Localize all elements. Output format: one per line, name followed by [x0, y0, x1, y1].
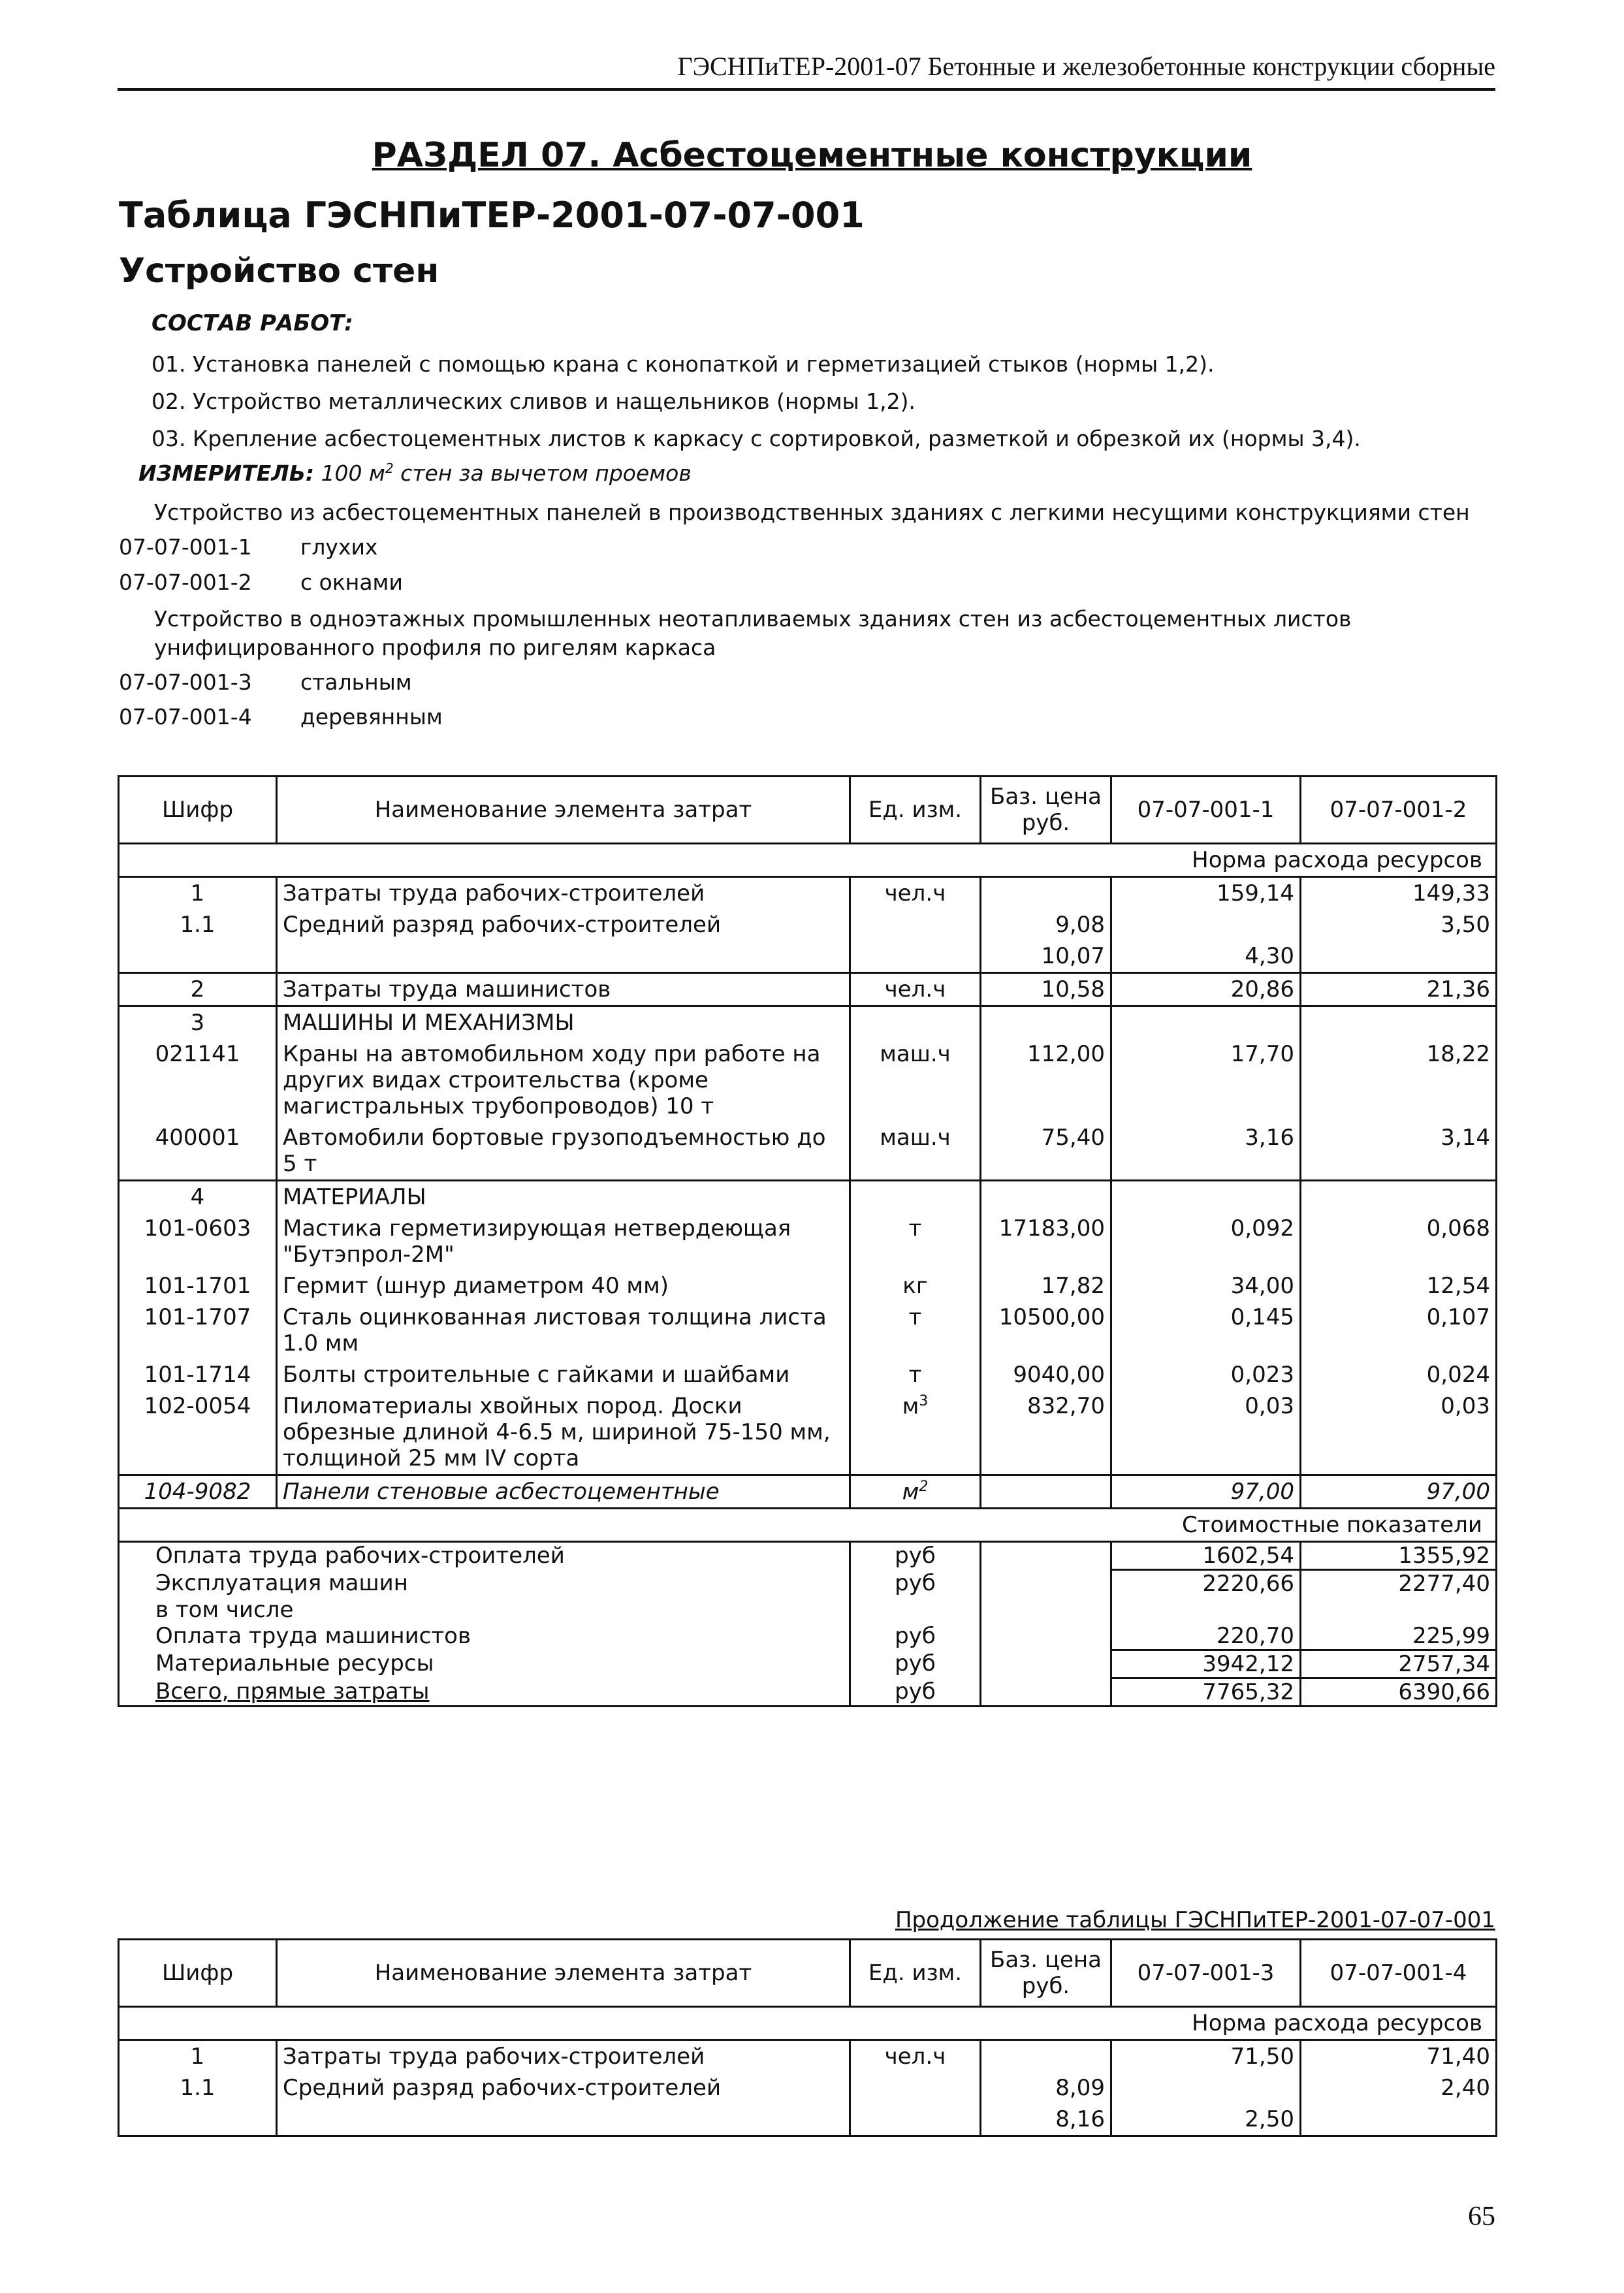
continuation-caption: Продолжение таблицы ГЭСНПиТЕР-2001-07-07-001 [895, 1907, 1495, 1933]
table-row: 104-9082 Панели стеновые асбестоцементные $м^2$ 97,00 97,00 [119, 1475, 1497, 1509]
header-col2: 07-07-001-2 [1301, 777, 1497, 844]
cost-row: Всего, прямые затраты руб 7765,32 6390,66 [119, 1678, 1497, 1707]
variant-name: с окнами [300, 569, 403, 595]
table-header-row [119, 777, 1497, 844]
section-title: РАЗДЕЛ 07. Асбестоцементные конструкции [372, 136, 1252, 175]
variant-name: деревянным [300, 704, 443, 730]
header-unit: Ед. изм. [850, 777, 981, 844]
header-name: Наименование элемента затрат [277, 777, 850, 844]
header-divider [118, 88, 1495, 91]
work-item: 01. Установка панелей с помощью крана с конопаткой и герметизацией стыков (нормы 1,2). [151, 351, 1215, 377]
table-header-row [119, 1940, 1497, 2007]
work-item: 03. Крепление асбестоцементных листов к каркасу с сортировкой, разметкой и обрезкой их (нормы 3,4). [151, 426, 1361, 451]
variant-name: стальным [300, 669, 412, 695]
work-composition-label: СОСТАВ РАБОТ: [151, 310, 353, 336]
cost-row: Оплата труда рабочих-строителей руб 1602,54 1355,92 [119, 1542, 1497, 1570]
cost-row: Материальные ресурсы руб 3942,12 2757,34 [119, 1650, 1497, 1678]
header-price: Баз. цена руб. [981, 777, 1111, 844]
group-description: унифицированного профиля по ригелям каркаса [154, 635, 716, 660]
page-number: 65 [1468, 2202, 1495, 2232]
variant-name: глухих [300, 534, 378, 560]
subtitle: Устройство стен [119, 251, 439, 291]
norm-label-row: Норма расхода ресурсов [119, 844, 1497, 877]
table-row: 10,07 4,30 [119, 940, 1497, 973]
table-row: 1.1 Средний разряд рабочих-строителей 9,08 3,50 [119, 909, 1497, 940]
table-row: 4 МАТЕРИАЛЫ [119, 1181, 1497, 1213]
header-code: Шифр [119, 777, 277, 844]
norms-table [118, 775, 1497, 1707]
table-row: 101-1707 Сталь оцинкованная листовая толщина листа 1.0 мм т 10500,00 0,145 0,107 [119, 1302, 1497, 1359]
table-title: Таблица ГЭСНПиТЕР-2001-07-07-001 [119, 195, 865, 236]
measure-unit: ИЗМЕРИТЕЛЬ: 100 $м^2$ стен за вычетом проемов [138, 460, 692, 486]
norm-label-row: Норма расхода ресурсов [119, 2007, 1497, 2040]
work-item: 02. Устройство металлических сливов и нащельников (нормы 1,2). [151, 389, 916, 414]
header-unit: Ед. изм. [850, 1940, 981, 2007]
table-row: 102-0054 Пиломатериалы хвойных пород. Доски обрезные длиной 4-6.5 м, шириной 75-150 мм, толщиной 25 мм IV сорта $м^3$ 832,70 0,03 0,03 [119, 1390, 1497, 1475]
table-row: 1 Затраты труда рабочих-строителей чел.ч 159,14 149,33 [119, 877, 1497, 910]
norms-table-continued [118, 1938, 1497, 2137]
running-header: ГЭСНПиТЕР-2001-07 Бетонные и железобетонные конструкции сборные [677, 52, 1495, 81]
cost-row: в том числе [119, 1597, 1497, 1623]
group-description: Устройство из асбестоцементных панелей в производственных зданиях с легкими несущими конструкциями стен [154, 500, 1470, 525]
cost-label-row: Стоимостные показатели [119, 1509, 1497, 1542]
table-row: 400001 Автомобили бортовые грузоподъемностью до 5 т маш.ч 75,40 3,16 3,14 [119, 1122, 1497, 1181]
header-col1: 07-07-001-3 [1111, 1940, 1301, 2007]
variant-code: 07-07-001-2 [119, 569, 252, 595]
table-row: 1 Затраты труда рабочих-строителей чел.ч 71,50 71,40 [119, 2040, 1497, 2073]
cost-row: Оплата труда машинистов руб 220,70 225,99 [119, 1623, 1497, 1650]
header-col1: 07-07-001-1 [1111, 777, 1301, 844]
header-price: Баз. цена руб. [981, 1940, 1111, 2007]
header-col2: 07-07-001-4 [1301, 1940, 1497, 2007]
table-row: 101-1714 Болты строительные с гайками и шайбами т 9040,00 0,023 0,024 [119, 1359, 1497, 1390]
table-row: 101-1701 Гермит (шнур диаметром 40 мм) кг 17,82 34,00 12,54 [119, 1270, 1497, 1302]
header-name: Наименование элемента затрат [277, 1940, 850, 2007]
table-row: 101-0603 Мастика герметизирующая нетвердеющая "Бутэпрол-2М" т 17183,00 0,092 0,068 [119, 1213, 1497, 1270]
table-row: 021141 Краны на автомобильном ходу при работе на других видах строительства (кроме магистральных трубопроводов) 10 т маш.ч 112,00 17,70 18,22 [119, 1038, 1497, 1122]
group-description: Устройство в одноэтажных промышленных неотапливаемых зданиях стен из асбестоцементных листов [154, 606, 1352, 632]
variant-code: 07-07-001-4 [119, 704, 252, 730]
table-row: 1.1 Средний разряд рабочих-строителей 8,09 2,40 [119, 2072, 1497, 2104]
cost-row: Эксплуатация машин руб 2220,66 2277,40 [119, 1570, 1497, 1597]
variant-code: 07-07-001-3 [119, 669, 252, 695]
variant-code: 07-07-001-1 [119, 534, 252, 560]
table-row: 2 Затраты труда машинистов чел.ч 10,58 20,86 21,36 [119, 973, 1497, 1006]
header-code: Шифр [119, 1940, 277, 2007]
table-row: 8,16 2,50 [119, 2104, 1497, 2136]
table-row: 3 МАШИНЫ И МЕХАНИЗМЫ [119, 1006, 1497, 1039]
